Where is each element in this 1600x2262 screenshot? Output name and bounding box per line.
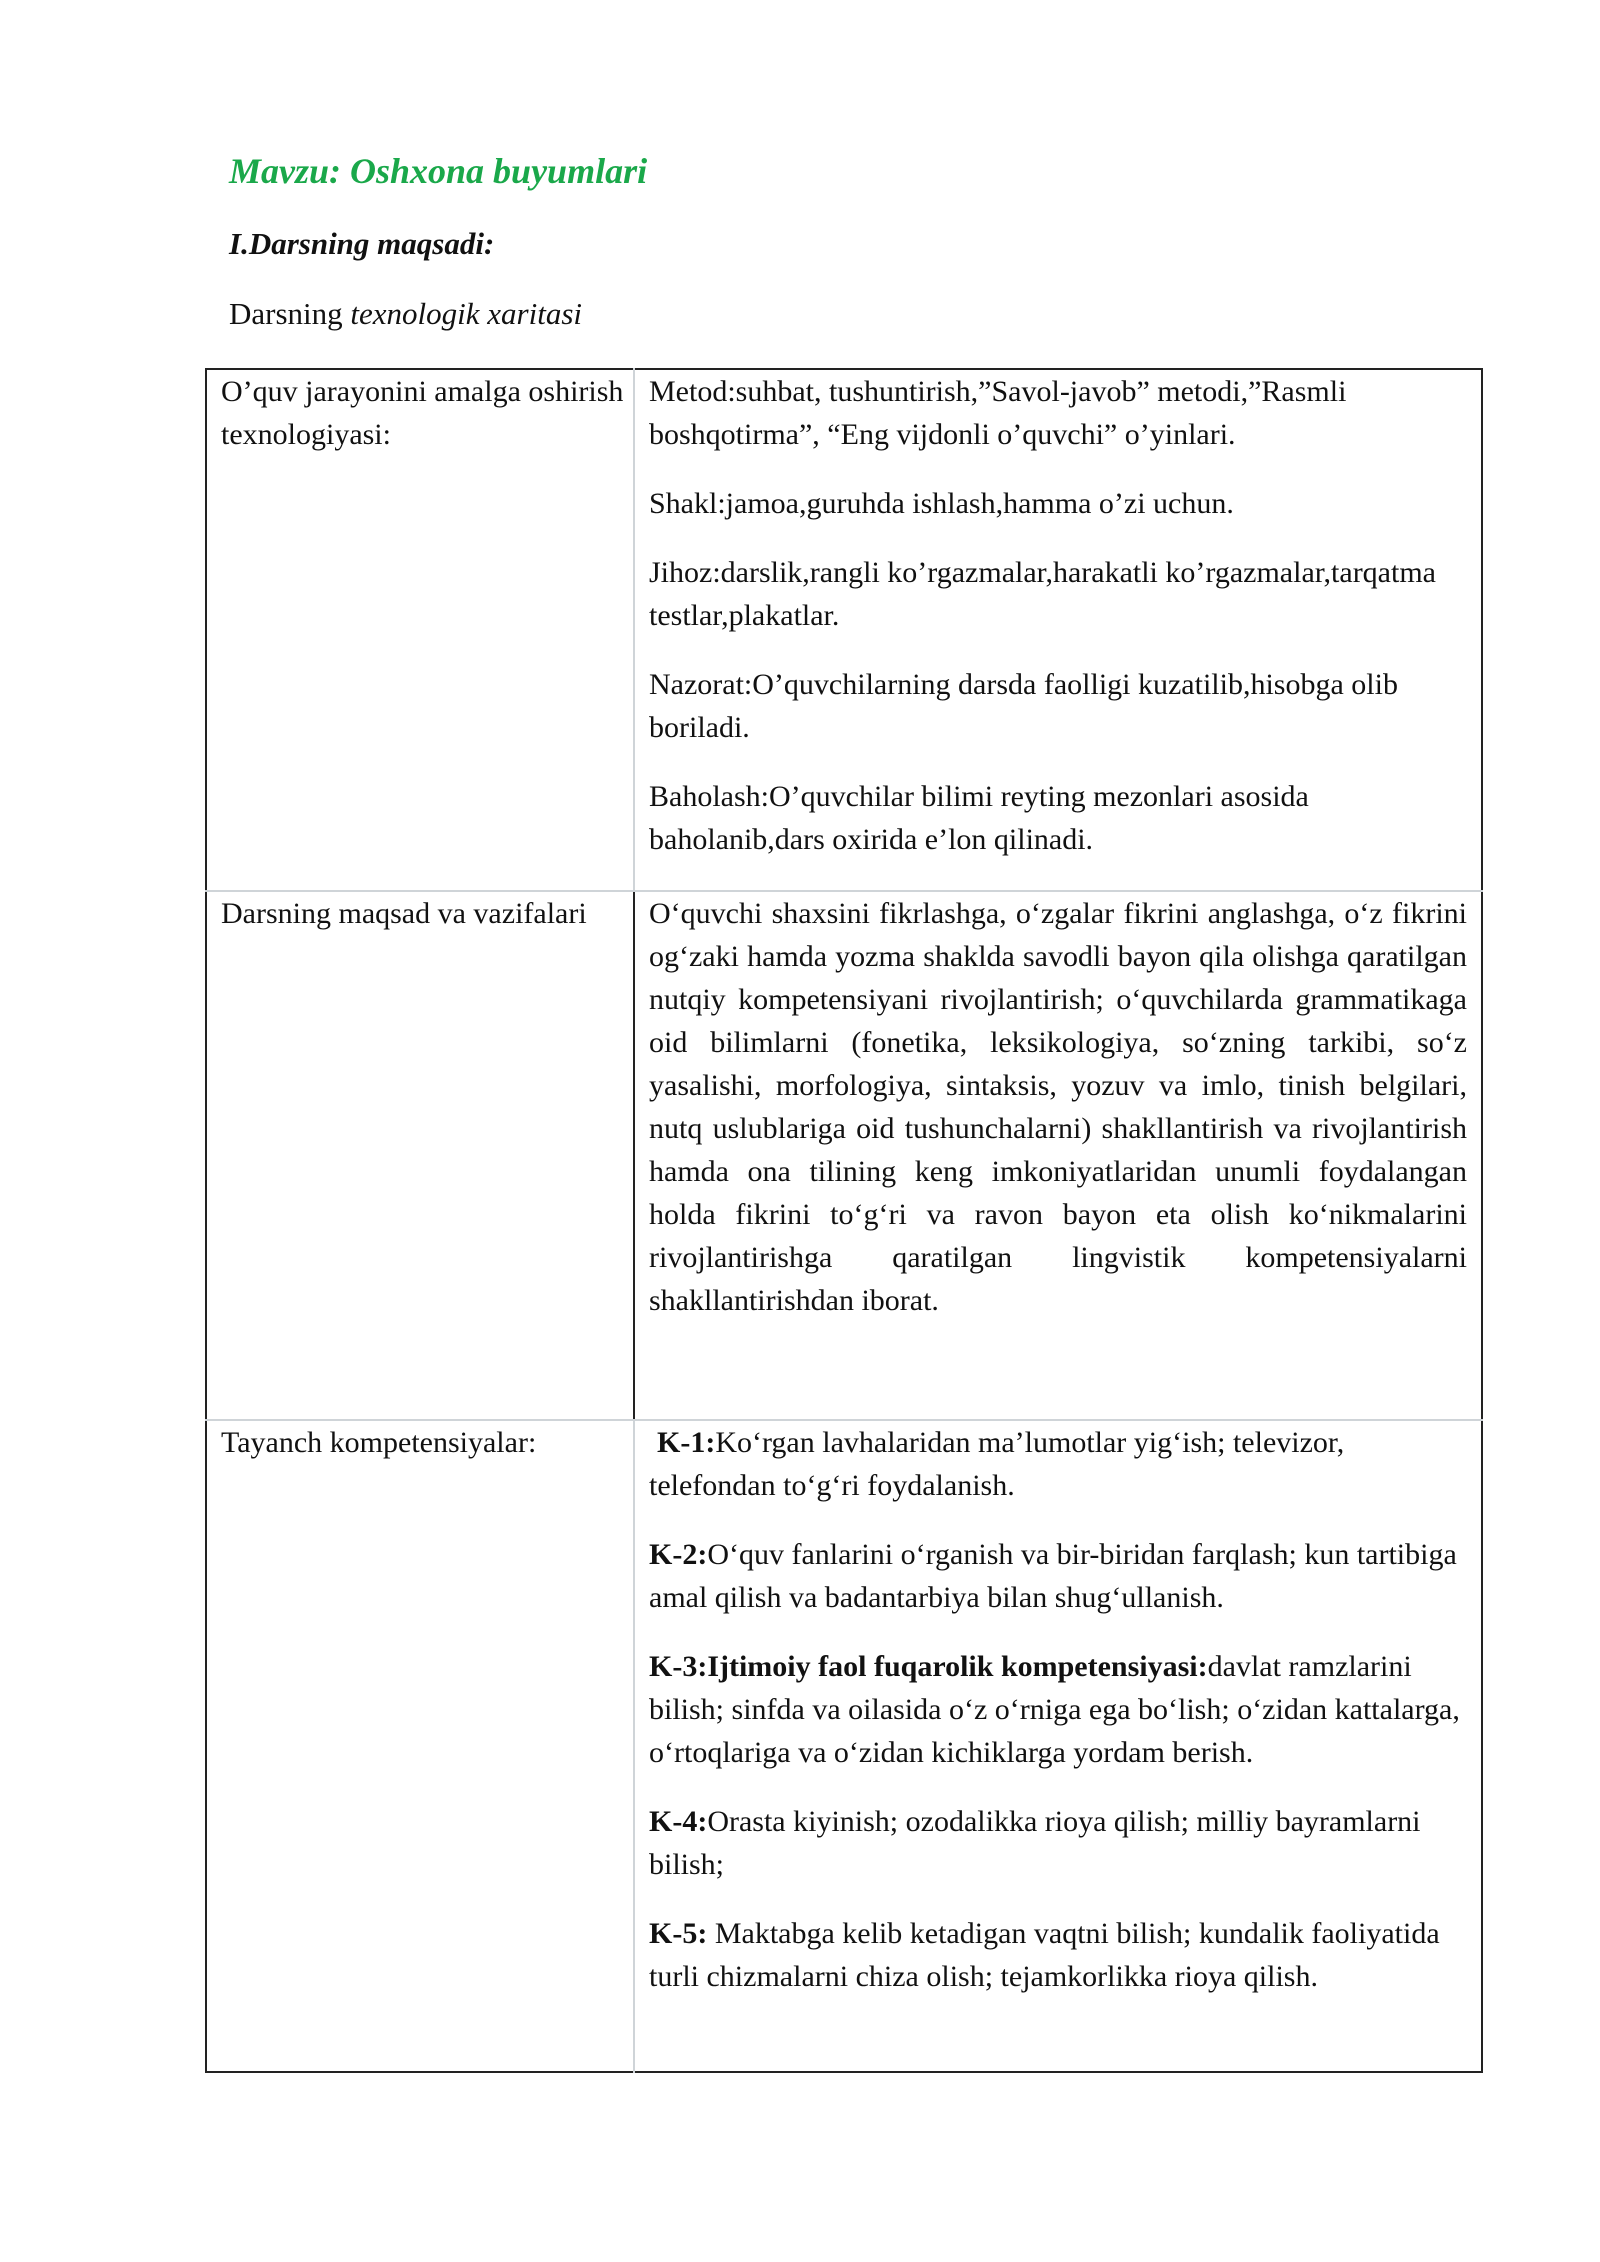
competency-text: O‘quv fanlarini o‘rganish va bir-biridan farqlash; kun tartibiga amal qilish va badantarbiya bilan shug‘ullanish. [649,1538,1457,1614]
page-title: Mavzu: Oshxona buyumlari [229,151,648,191]
row-label-text: Tayanch kompetensiyalar: [221,1426,537,1459]
method-paragraph: Metod:suhbat, tushuntirish,”Savol-javob” metodi,”Rasmli boshqotirma”, “Eng vijdonli o’quvchi” o’yinlari. [649,375,1347,451]
row-label-text: O’quv jarayonini amalga oshirish texnologiyasi: [221,375,624,451]
row-content [634,891,1482,1420]
technology-map-table [205,368,1483,2073]
subtitle [229,296,582,332]
control-paragraph: Nazorat:O’quvchilarning darsda faolligi kuzatilib,hisobga olib boriladi. [649,668,1398,744]
subtitle-plain: Darsning [229,296,351,331]
competency-text: Maktabga kelib ketadigan vaqtni bilish; kundalik faoliyatida turli chizmalarni chiza olish; tejamkorlikka rioya qilish. [649,1917,1440,1993]
row-label [206,1420,634,2072]
competency-item [649,1645,1467,1774]
table-row [206,891,1482,1420]
competency-code: K-1: [657,1426,716,1459]
competency-item [649,1800,1467,1886]
competency-code: K-5: [649,1917,708,1950]
competency-item [649,1533,1467,1619]
row-content [634,369,1482,891]
form-paragraph: Shakl:jamoa,guruhda ishlash,hamma o’zi uchun. [649,487,1234,520]
assessment-paragraph: Baholash:O’quvchilar bilimi reyting mezonlari asosida baholanib,dars oxirida e’lon qilinadi. [649,780,1309,856]
section-heading: I.Darsning maqsadi: [229,226,495,261]
row-content [634,1420,1482,2072]
row-label-text: Darsning maqsad va vazifalari [221,897,587,930]
equipment-paragraph: Jihoz:darslik,rangli ko’rgazmalar,harakatli ko’rgazmalar,tarqatma testlar,plakatlar. [649,556,1436,632]
table-row [206,1420,1482,2072]
competency-text: davlat ramzlarini bilish; sinfda va oilasida o‘z o‘rniga ega bo‘lish; o‘zidan kattalarga, o‘rtoqlariga va o‘zidan kichiklarga yordam berish. [649,1650,1460,1769]
competency-code: K-2: [649,1538,708,1571]
row-label [206,891,634,1420]
competency-text: Orasta kiyinish; ozodalikka rioya qilish; milliy bayramlarni bilish; [649,1805,1421,1881]
competency-item [649,1912,1467,1998]
competency-code: K-4: [649,1805,708,1838]
table-row [206,369,1482,891]
competency-item [649,1421,1467,1507]
subtitle-italic: texnologik xaritasi [350,296,582,331]
competency-text: Ko‘rgan lavhalaridan ma’lumotlar yig‘ish; televizor, telefondan to‘g‘ri foydalanish. [649,1426,1345,1502]
goals-paragraph: O‘quvchi shaxsini fikrlashga, o‘zgalar fikrini anglashga, o‘z fikrini og‘zaki hamda yozma shaklda savodli bayon qila olishga qaratilgan nutqiy kompetensiyani rivojlantirish; o‘quvchilarda grammatikaga oid bilimlarni (fonetika, leksikologiya, so‘zning tarkibi, so‘z yasalishi, morfologiya, sintaksis, yozuv va imlo, tinish belgilari, nutq uslublariga oid tushunchalarni) shakllantirish va rivojlantirish hamda ona tilining keng imkoniyatlaridan unumli foydalangan holda fikrini to‘g‘ri va ravon bayon eta olish ko‘nikmalarini rivojlantirishga qaratilgan lingvistik kompetensiyalarni shakllantirishdan iborat. [649,897,1467,1317]
competency-code: K-3:Ijtimoiy faol fuqarolik kompetensiyasi: [649,1650,1208,1683]
row-label [206,369,634,891]
